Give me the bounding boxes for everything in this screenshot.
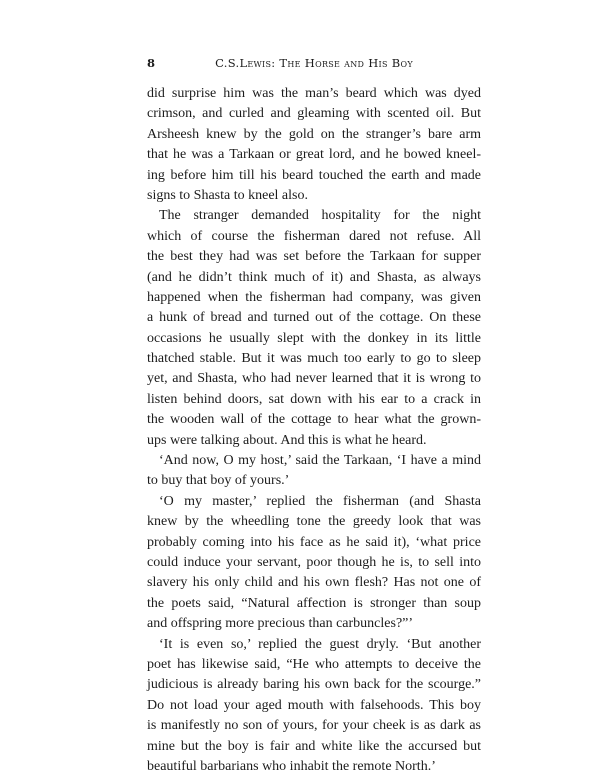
text-line: crimson, and curled and gleaming with scented oil. But — [147, 106, 481, 122]
text-line: the wooden wall of the cottage to hear what the grown- — [147, 412, 481, 428]
text-line: is manifestly no son of yours, for your cheek is as dark as — [147, 718, 481, 734]
text-line: ups were talking about. And this is what he heard. — [147, 432, 427, 448]
text-line: The stranger demanded hospitality for the night — [159, 208, 481, 224]
text-line: ‘And now, O my host,’ said the Tarkaan, ‘I have a mind — [159, 453, 481, 469]
text-line: judicious is already baring his own back for the scourge.” — [147, 677, 481, 693]
paragraph — [147, 451, 481, 492]
paragraph — [147, 492, 481, 635]
text-line: listen behind doors, sat down with his ear to a crack in — [147, 391, 481, 407]
text-line: knew by the wheedling tone the greedy look that was — [147, 514, 481, 530]
paragraph — [147, 206, 481, 451]
text-line: signs to Shasta to kneel also. — [147, 187, 308, 203]
text-line: thatched stable. But it was much too early to go to sleep — [147, 351, 481, 367]
text-line: Arsheesh knew by the gold on the stranger’s bare arm — [147, 126, 481, 142]
text-line: poet has likewise said, “He who attempts to deceive the — [147, 656, 481, 672]
text-line: did surprise him was the man’s beard which was dyed — [147, 86, 481, 101]
text-line: could induce your servant, poor though he is, to sell into — [147, 554, 481, 570]
text-line: ‘It is even so,’ replied the guest dryly. ‘But another — [159, 636, 481, 652]
text-line: (and he didn’t think much of it) and Shasta, as always — [147, 269, 481, 285]
text-line: ing before him till his beard touched the earth and made — [147, 167, 481, 183]
body-text — [147, 84, 481, 777]
text-line: to buy that boy of yours.’ — [147, 473, 290, 489]
text-line: slavery his only child and his own flesh? Has not one of — [147, 575, 481, 591]
text-line: Do not load your aged mouth with falsehoods. This boy — [147, 697, 481, 713]
text-line: occasions he usually slept with the donkey in its little — [147, 330, 481, 346]
text-line: which of course the fisherman dared not refuse. All — [147, 228, 481, 244]
text-line: the best they had was set before the Tarkaan for supper — [147, 249, 481, 265]
text-line: happened when the fisherman had company, was given — [147, 289, 481, 305]
text-line: probably coming into his face as he said it), ‘what price — [147, 534, 481, 550]
text-line: ‘O my master,’ replied the fisherman (and Shasta — [159, 493, 481, 509]
text-line: beautiful barbarians who inhabit the remote North.’ — [147, 758, 436, 774]
text-line: a hunk of bread and turned out of the cottage. On these — [147, 310, 481, 326]
text-line: that he was a Tarkaan or great lord, and he bowed kneel- — [147, 147, 481, 163]
text-line: yet, and Shasta, who had never learned that it is wrong to — [147, 371, 481, 387]
running-head: C.S.Lewis: The Horse and His Boy — [215, 56, 413, 70]
page-number: 8 — [147, 56, 156, 70]
text-line: mine but the boy is fair and white like the accursed but — [147, 738, 481, 754]
text-line: and offspring more precious than carbuncles?”’ — [147, 616, 414, 632]
text-line: the poets said, “Natural affection is stronger than soup — [147, 595, 481, 611]
paragraph — [147, 84, 481, 206]
page-header — [147, 56, 481, 72]
paragraph — [147, 635, 481, 777]
